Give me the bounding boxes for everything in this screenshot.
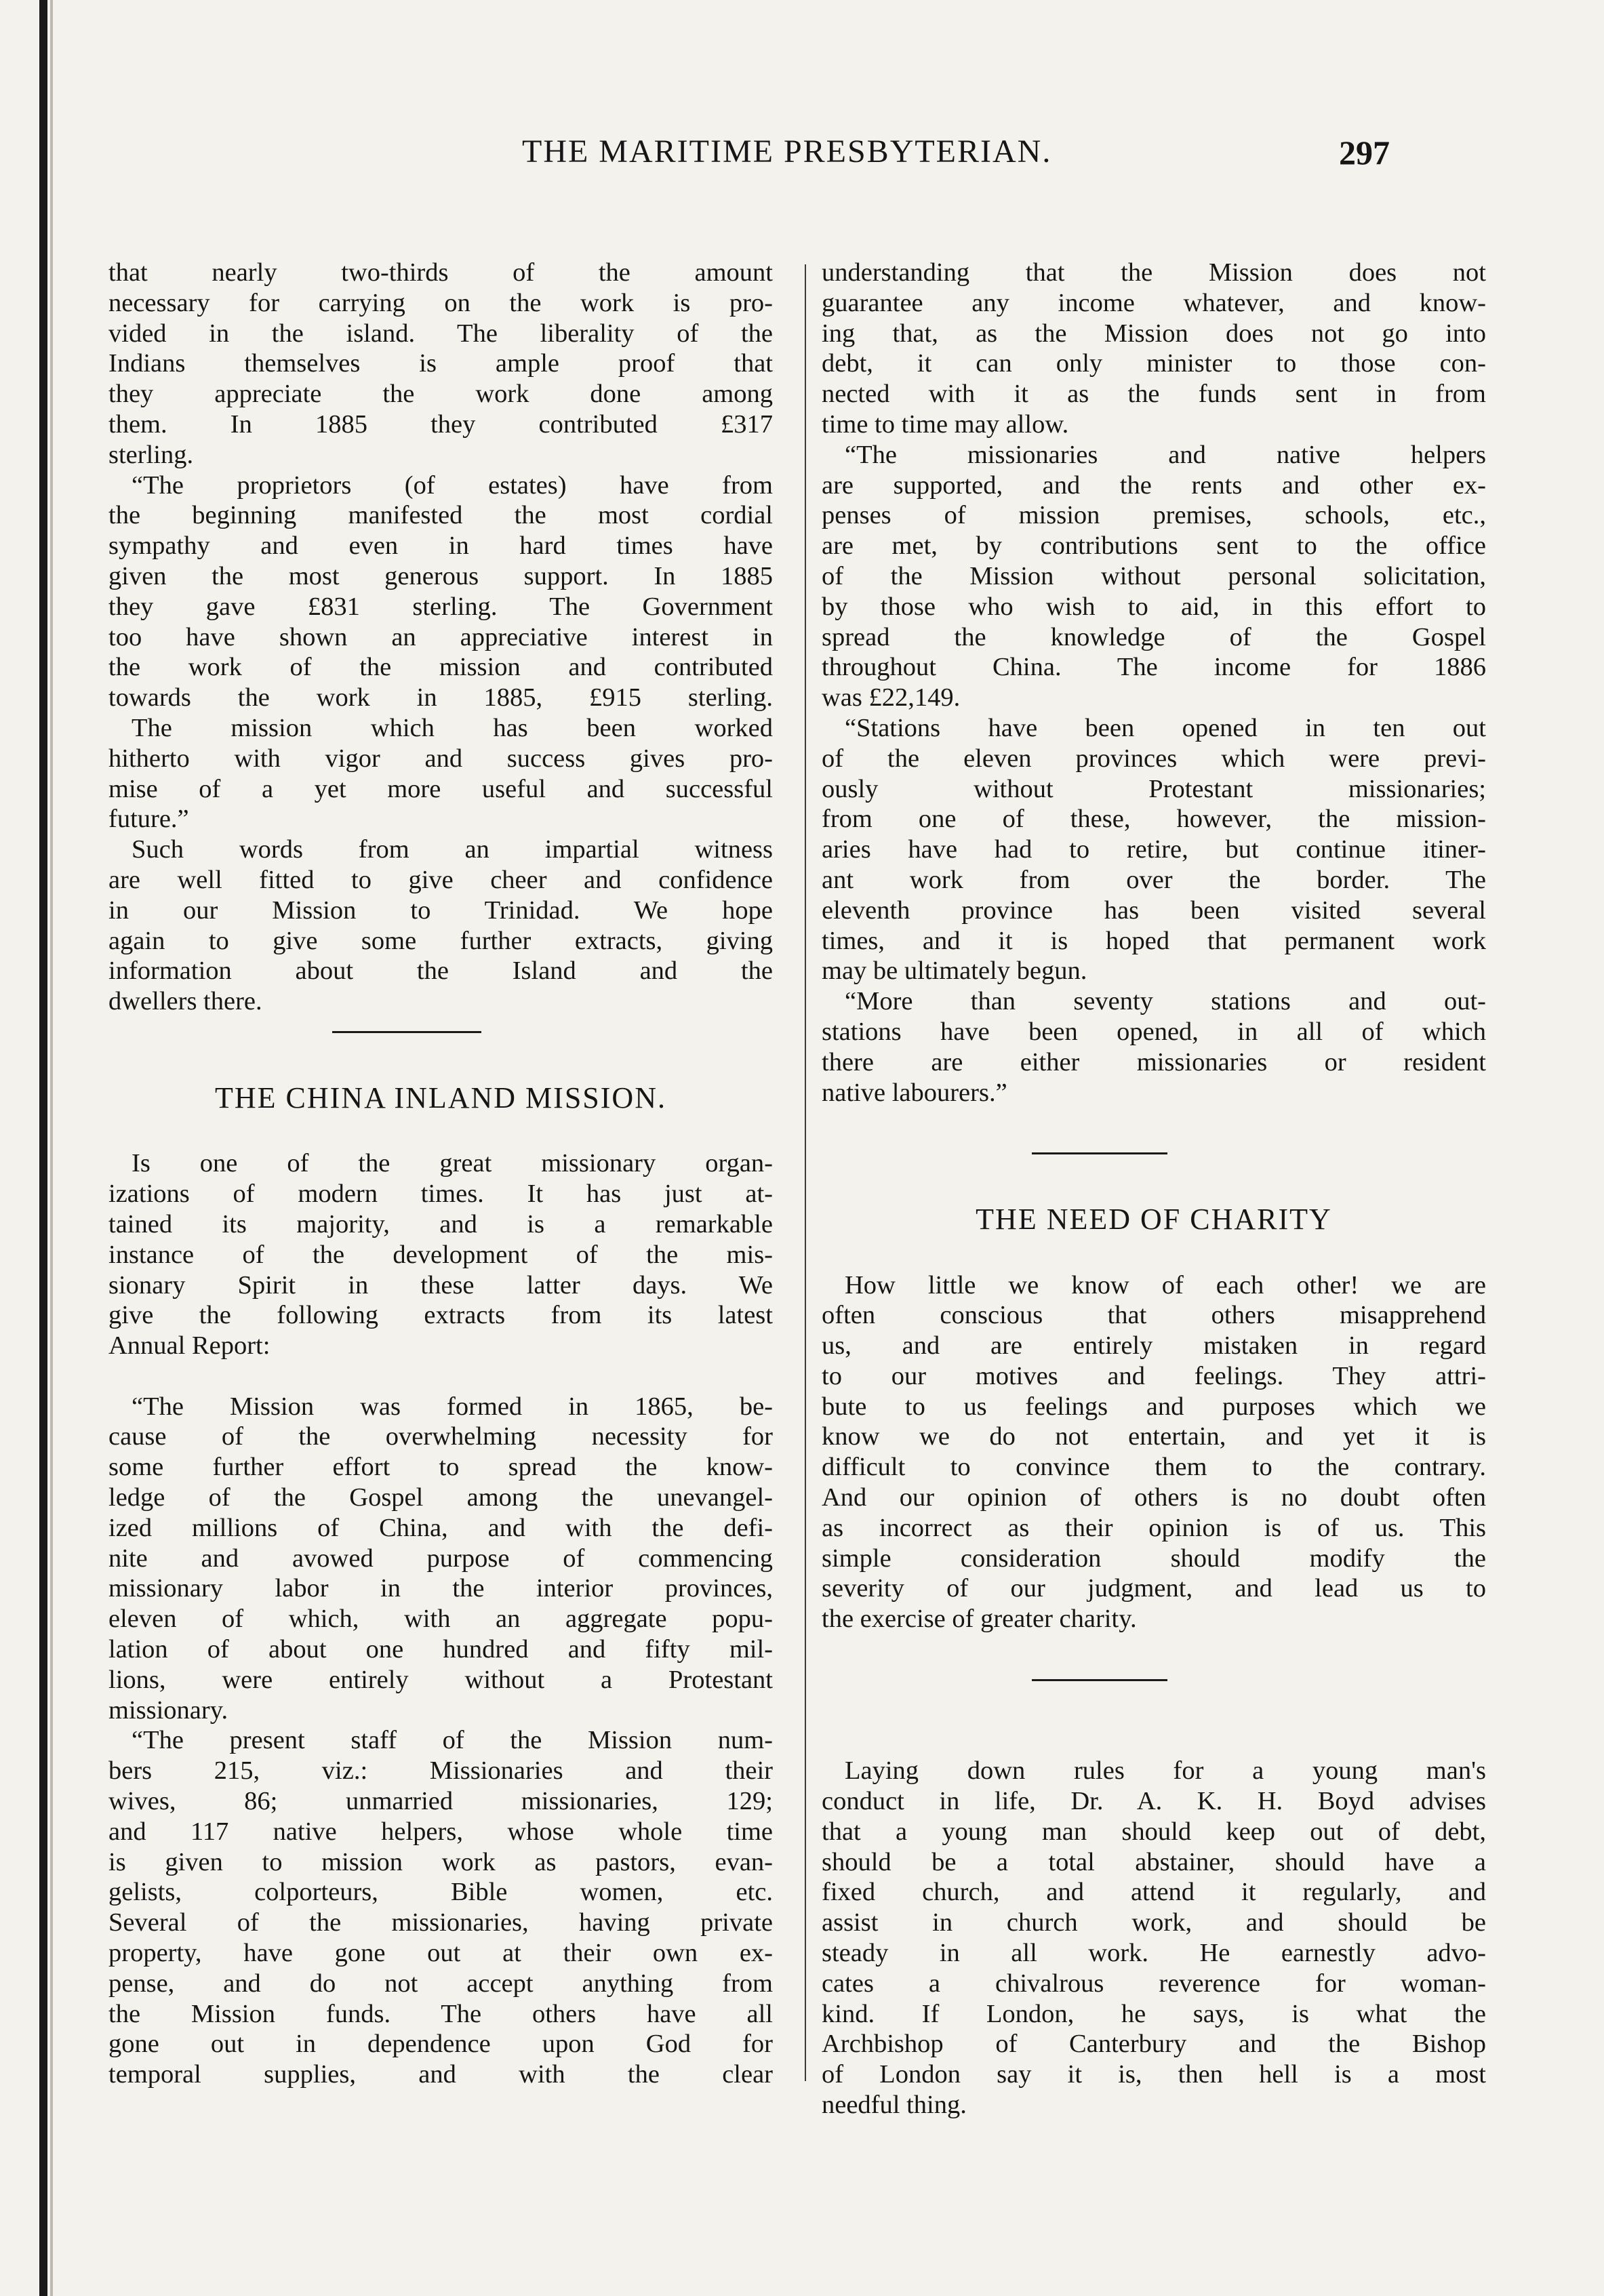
text-line: missionary. [108, 1695, 228, 1725]
blank-line [822, 1240, 1486, 1270]
text-line: ously without Protestant missionaries; [822, 774, 1486, 803]
text-line: spread the knowledge of the Gospel [822, 622, 1486, 651]
text-line: severity of our judgment, and lead us to [822, 1574, 1486, 1603]
text-line: dwellers there. [108, 987, 262, 1016]
text-line: given the most generous support. In 1885 [108, 561, 773, 590]
text-line: difficult to convince them to the contrary. [822, 1453, 1486, 1482]
text-line: of the eleven provinces which were previ- [822, 744, 1486, 773]
text-line: may be ultimately begun. [822, 956, 1087, 986]
text-line: stations have been opened, in all of which [822, 1017, 1486, 1046]
text-line: “More than seventy stations and out- [845, 987, 1486, 1016]
text-line: Archbishop of Canterbury and the Bishop [822, 2030, 1486, 2059]
text-line: “The present staff of the Mission num- [132, 1726, 773, 1755]
text-line: vided in the island. The liberality of the [108, 319, 773, 348]
text-line: missionary labor in the interior provinces, [108, 1574, 773, 1603]
text-line: aries have had to retire, but continue itiner- [822, 835, 1486, 864]
text-line: Annual Report: [108, 1331, 270, 1361]
column-divider [805, 264, 806, 2081]
blank-line [108, 1361, 773, 1392]
text-line: bute to us feelings and purposes which we [822, 1392, 1486, 1421]
text-line: fixed church, and attend it regularly, and [822, 1878, 1486, 1907]
left-column [108, 258, 773, 2090]
text-line: eleven of which, with an aggregate popu- [108, 1605, 773, 1634]
text-line: future.” [108, 805, 189, 834]
text-line: from one of these, however, the mission- [822, 805, 1486, 834]
blank-line [108, 1047, 773, 1078]
text-line: are met, by contributions sent to the office [822, 531, 1486, 561]
text-line: the Mission funds. The others have all [108, 1999, 773, 2028]
text-line: izations of modern times. It has just at- [108, 1180, 773, 1209]
text-line: instance of the development of the mis- [108, 1240, 773, 1269]
text-line: by those who wish to aid, in this effort to [822, 592, 1486, 621]
blank-line [822, 1725, 1486, 1756]
text-line: ized millions of China, and with the defi- [108, 1513, 773, 1542]
text-line: of London say it is, then hell is a most [822, 2060, 1486, 2089]
text-line: know we do not entertain, and yet it is [822, 1422, 1486, 1451]
text-line: kind. If London, he says, is what the [822, 1999, 1486, 2028]
text-line: gelists, colporteurs, Bible women, etc. [108, 1878, 773, 1907]
right-column [822, 258, 1486, 2120]
blank-line [108, 1119, 773, 1149]
blank-line [822, 1169, 1486, 1199]
text-line: property, have gone out at their own ex- [108, 1939, 773, 1968]
text-line: was £22,149. [822, 683, 961, 712]
text-line: “The Mission was formed in 1865, be- [132, 1392, 773, 1421]
text-line: debt, it can only minister to those con- [822, 349, 1486, 378]
text-line: them. In 1885 they contributed £317 [108, 409, 773, 439]
text-line: are well fitted to give cheer and confidence [108, 865, 773, 894]
text-line: again to give some further extracts, giving [108, 926, 773, 955]
text-line: And our opinion of others is no doubt often [822, 1483, 1486, 1512]
text-line: wives, 86; unmarried missionaries, 129; [108, 1787, 773, 1816]
running-head [0, 133, 1604, 194]
section-rule [822, 1665, 1486, 1695]
text-line: of the Mission without personal solicitation, [822, 561, 1486, 590]
text-line: Such words from an impartial witness [132, 835, 773, 864]
text-line: The mission which has been worked [132, 713, 773, 742]
text-line: in our Mission to Trinidad. We hope [108, 895, 773, 925]
text-line: some further effort to spread the know- [108, 1453, 773, 1482]
text-line: the work of the mission and contributed [108, 653, 773, 682]
text-line: understanding that the Mission does not [822, 258, 1486, 287]
text-line: conduct in life, Dr. A. K. H. Boyd advises [822, 1787, 1486, 1816]
text-line: ledge of the Gospel among the unevangel- [108, 1483, 773, 1512]
text-line: they gave £831 sterling. The Government [108, 592, 773, 621]
text-line: nite and avowed purpose of commencing [108, 1544, 773, 1573]
text-line: towards the work in 1885, £915 sterling. [108, 683, 773, 712]
text-line: ing that, as the Mission does not go into [822, 319, 1486, 348]
text-line: Is one of the great missionary organ- [132, 1149, 773, 1178]
journal-title: THE MARITIME PRESBYTERIAN. [522, 134, 1052, 169]
text-line: time to time may allow. [822, 409, 1069, 439]
text-line: sionary Spirit in these latter days. We [108, 1270, 773, 1300]
section-heading: THE NEED OF CHARITY [976, 1202, 1332, 1236]
page-number: 297 [1339, 134, 1390, 172]
text-line: How little we know of each other! we are [845, 1270, 1486, 1300]
text-line: that nearly two-thirds of the amount [108, 258, 773, 287]
text-line: “Stations have been opened in ten out [845, 713, 1486, 742]
text-line: steady in all work. He earnestly advo- [822, 1939, 1486, 1968]
text-line: times, and it is hoped that permanent work [822, 926, 1486, 955]
text-line: they appreciate the work done among [108, 380, 773, 409]
text-line: and 117 native helpers, whose whole time [108, 1817, 773, 1846]
text-line: Several of the missionaries, having private [108, 1908, 773, 1937]
text-line: “The proprietors (of estates) have from [132, 470, 773, 500]
text-line: should be a total abstainer, should have a [822, 1847, 1486, 1876]
text-line: needful thing. [822, 2091, 967, 2120]
text-line: “The missionaries and native helpers [845, 440, 1486, 469]
text-line: tained its majority, and is a remarkable [108, 1209, 773, 1238]
text-line: Laying down rules for a young man's [845, 1756, 1486, 1786]
text-line: sympathy and even in hard times have [108, 531, 773, 561]
text-line: gone out in dependence upon God for [108, 2030, 773, 2059]
blank-line [822, 1695, 1486, 1726]
text-line: necessary for carrying on the work is pro- [108, 288, 773, 317]
text-line: mise of a yet more useful and successful [108, 774, 773, 803]
text-line: information about the Island and the [108, 956, 773, 986]
text-line: hitherto with vigor and success gives pro- [108, 744, 773, 773]
text-line: cates a chivalrous reverence for woman- [822, 1969, 1486, 1998]
section-rule [822, 1138, 1486, 1169]
text-line: bers 215, viz.: Missionaries and their [108, 1756, 773, 1786]
text-line: cause of the overwhelming necessity for [108, 1422, 773, 1451]
text-line: the exercise of greater charity. [822, 1605, 1137, 1634]
text-line: Indians themselves is ample proof that [108, 349, 773, 378]
section-heading: THE CHINA INLAND MISSION. [215, 1081, 666, 1114]
text-line: are supported, and the rents and other ex- [822, 470, 1486, 500]
text-line: throughout China. The income for 1886 [822, 653, 1486, 682]
blank-line [822, 1108, 1486, 1138]
text-line: sterling. [108, 440, 194, 469]
text-line: is given to mission work as pastors, evan- [108, 1847, 773, 1876]
text-line: penses of mission premises, schools, etc., [822, 501, 1486, 530]
text-line: eleventh province has been visited several [822, 895, 1486, 925]
text-line: guarantee any income whatever, and know- [822, 288, 1486, 317]
text-line: to our motives and feelings. They attri- [822, 1361, 1486, 1390]
binding-shadow [50, 0, 53, 2296]
text-line: too have shown an appreciative interest in [108, 622, 773, 651]
text-line: nected with it as the funds sent in from [822, 380, 1486, 409]
page-binding-edge [39, 0, 47, 2296]
text-line: us, and are entirely mistaken in regard [822, 1331, 1486, 1361]
text-line: often conscious that others misapprehend [822, 1301, 1486, 1330]
text-line: pense, and do not accept anything from [108, 1969, 773, 1998]
text-line: assist in church work, and should be [822, 1908, 1486, 1937]
text-line: lions, were entirely without a Protestant [108, 1665, 773, 1694]
text-line: simple consideration should modify the [822, 1544, 1486, 1573]
section-rule [108, 1017, 773, 1047]
text-line: as incorrect as their opinion is of us. This [822, 1513, 1486, 1542]
text-line: that a young man should keep out of debt, [822, 1817, 1486, 1846]
blank-line [822, 1634, 1486, 1665]
text-line: ant work from over the border. The [822, 865, 1486, 894]
text-line: there are either missionaries or resident [822, 1047, 1486, 1076]
text-line: lation of about one hundred and fifty mil- [108, 1635, 773, 1664]
text-line: give the following extracts from its latest [108, 1301, 773, 1330]
text-line: the beginning manifested the most cordial [108, 501, 773, 530]
text-line: native labourers.” [822, 1078, 1007, 1107]
text-line: temporal supplies, and with the clear [108, 2060, 773, 2089]
